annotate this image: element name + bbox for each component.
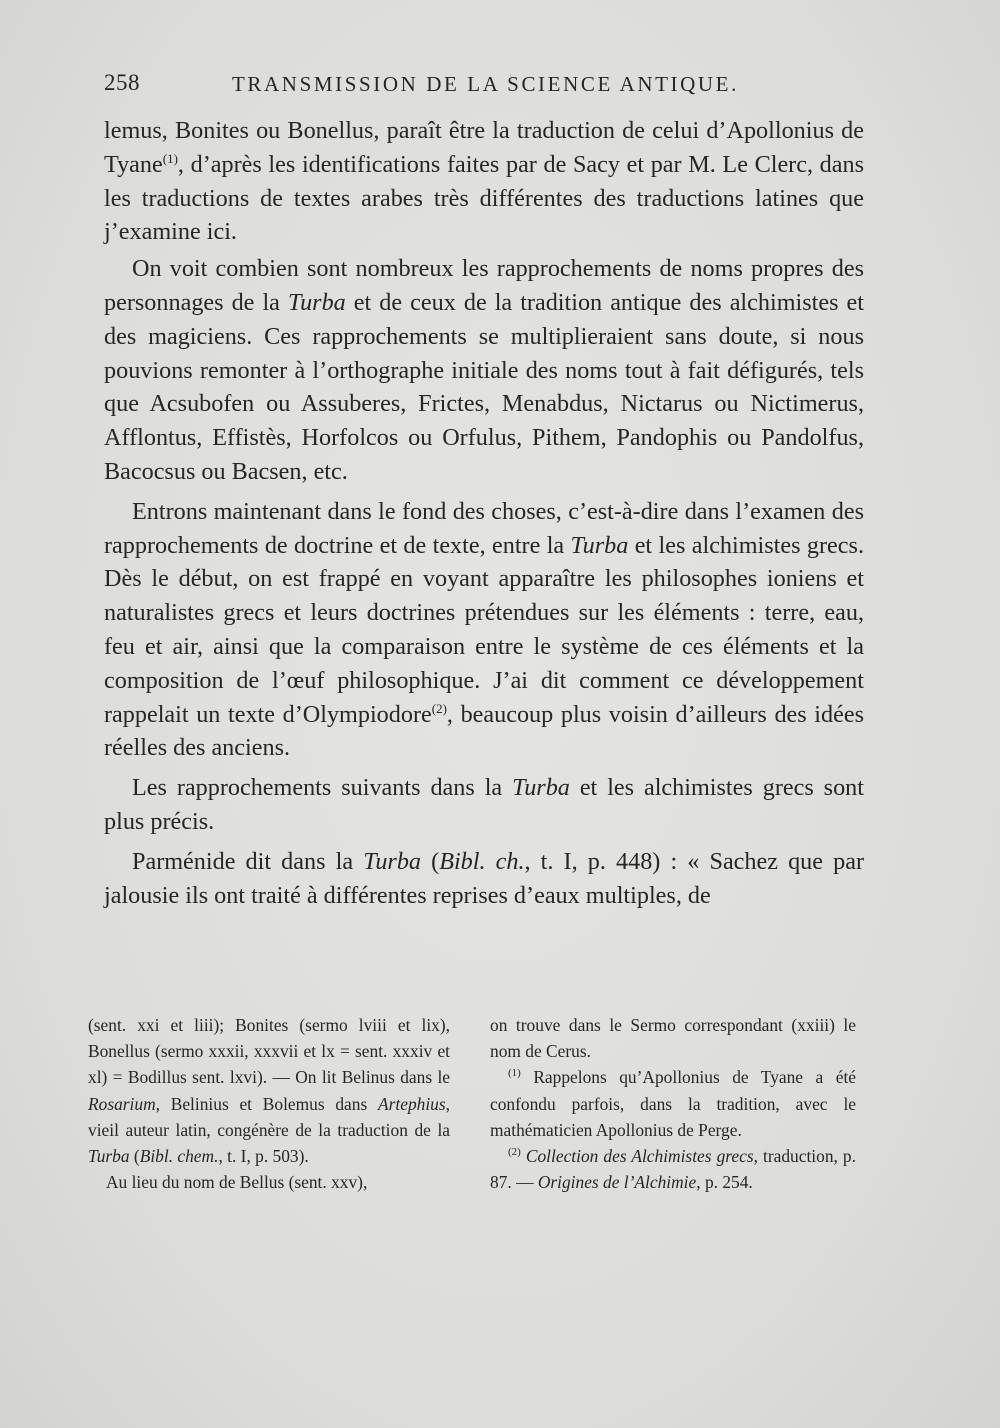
paragraph-4 <box>104 771 864 839</box>
text-run: Entrons maintenant dans le fond des choses, c’est-à-dire dans l’examen des rapprochements de doctrine et de texte, entre la <box>104 497 864 559</box>
paragraph-2 <box>104 252 864 489</box>
text-run: On voit combien sont nombreux les rapprochements de noms propres des personnages de la <box>104 255 864 316</box>
italic-title: Turba <box>570 531 629 559</box>
footnote-ref-1: (1) <box>162 150 178 166</box>
italic-title: Artephius <box>378 1093 446 1114</box>
italic-citation: Bibl. chem. <box>139 1146 219 1167</box>
footnote-marker-2: (2) <box>508 1146 521 1159</box>
paragraph-5 <box>104 845 864 913</box>
text-run: lemus, Bonites ou Bonellus, paraît être la traduction de celui d’Apollonius de Tyane <box>104 117 864 178</box>
italic-title: Turba <box>287 288 346 316</box>
running-header <box>104 70 864 104</box>
text-run: Rappelons qu’Apollonius de Tyane a été confondu parfois, dans la tradition, avec le mathématicien Apollonius de Perge. <box>490 1067 856 1140</box>
text-run: , Belinius et Bolemus dans <box>155 1093 378 1114</box>
footnote-1 <box>490 1064 856 1143</box>
paragraph-3 <box>104 495 864 765</box>
text-run: , d’après les identifications faites par de Sacy et par M. Le Clerc, dans les traductions de textes arabes très différentes des traductions latines que j’examine ici. <box>104 150 864 246</box>
text-run: , p. 254. <box>696 1172 753 1193</box>
italic-title: Origines de l’Alchimie <box>537 1172 697 1193</box>
text-run: Au lieu du nom de Bellus (sent. xxv), <box>106 1172 368 1193</box>
text-run: ( <box>129 1146 140 1167</box>
italic-title: Turba <box>512 774 570 802</box>
text-run: on trouve dans le Sermo correspondant (xxiii) le nom de Cerus. <box>490 1015 856 1062</box>
text-run: et de ceux de la tradition antique des alchimistes et des magiciens. Ces rapprochements se multiplieraient sans doute, si nous pouvions remonter à l’orthographe initiale des noms tout à fait défigurés, tels que Acsubofen ou Assuberes, Frictes, Menabdus, Nictarus ou Nictimerus, Afflontus, Effistès, Horfolcos ou Orfulus, Pithem, Pandophis ou Pandolfus, Bacocsus ou Bacsen, etc. <box>104 288 865 485</box>
footnote-continuation <box>490 1012 856 1064</box>
italic-title: Turba <box>88 1146 130 1167</box>
footnote-column-right <box>490 1012 856 1195</box>
text-run: et les alchimistes grecs. Dès le début, on est frappé en voyant apparaître les philosophes ioniens et naturalistes grecs et leurs doctrines prétendues sur les éléments : terre, eau, feu et air, ainsi que la comparaison entre le système de ces éléments et la composition de l’œuf philosophique. J’ai dit comment ce développement rappelait un texte d’Olympiodore <box>104 531 864 728</box>
italic-title: Rosarium <box>88 1093 156 1114</box>
text-run: , beaucoup plus voisin d’ailleurs des idées réelles des anciens. <box>104 700 864 762</box>
main-text <box>104 114 864 912</box>
text-run: , traduction, p. 87. — <box>490 1146 856 1193</box>
italic-title: Collection des Alchimistes grecs <box>520 1146 754 1167</box>
footnote-continuation <box>88 1169 450 1195</box>
footnote-marker-1: (1) <box>508 1067 521 1080</box>
running-title: TRANSMISSION DE LA SCIENCE ANTIQUE. <box>232 72 739 96</box>
text-run: Les rapprochements suivants dans la <box>132 774 513 802</box>
text-run: et les alchimistes grecs sont plus précis. <box>104 774 864 835</box>
footnote-column-left <box>88 1012 450 1195</box>
paragraph-1 <box>104 114 864 249</box>
footnote-continuation <box>88 1012 450 1169</box>
footnote-2 <box>490 1143 856 1195</box>
footnote-ref-2: (2) <box>431 700 447 716</box>
text-run: (sent. xxi et liii); Bonites (sermo lviii et lix), Bonellus (sermo xxxii, xxxvii et lx = sent. xxxiv et xl) = Bodillus sent. lxvi). — On lit Belinus dans le <box>88 1015 450 1088</box>
italic-title: Turba <box>363 847 422 875</box>
page-number: 258 <box>104 70 140 95</box>
text-run: ( <box>421 847 440 875</box>
footnotes <box>88 1012 878 1272</box>
text-run: , t. I, p. 503). <box>218 1146 309 1167</box>
text-run: Parménide dit dans la <box>132 847 364 875</box>
text-run: , vieil auteur latin, congénère de la traduction de la <box>88 1093 450 1140</box>
text-run: , t. I, p. 448) : « Sachez que par jalousie ils ont traité à différentes reprises d’eaux multiples, de <box>104 847 864 909</box>
italic-citation: Bibl. ch. <box>439 847 525 875</box>
